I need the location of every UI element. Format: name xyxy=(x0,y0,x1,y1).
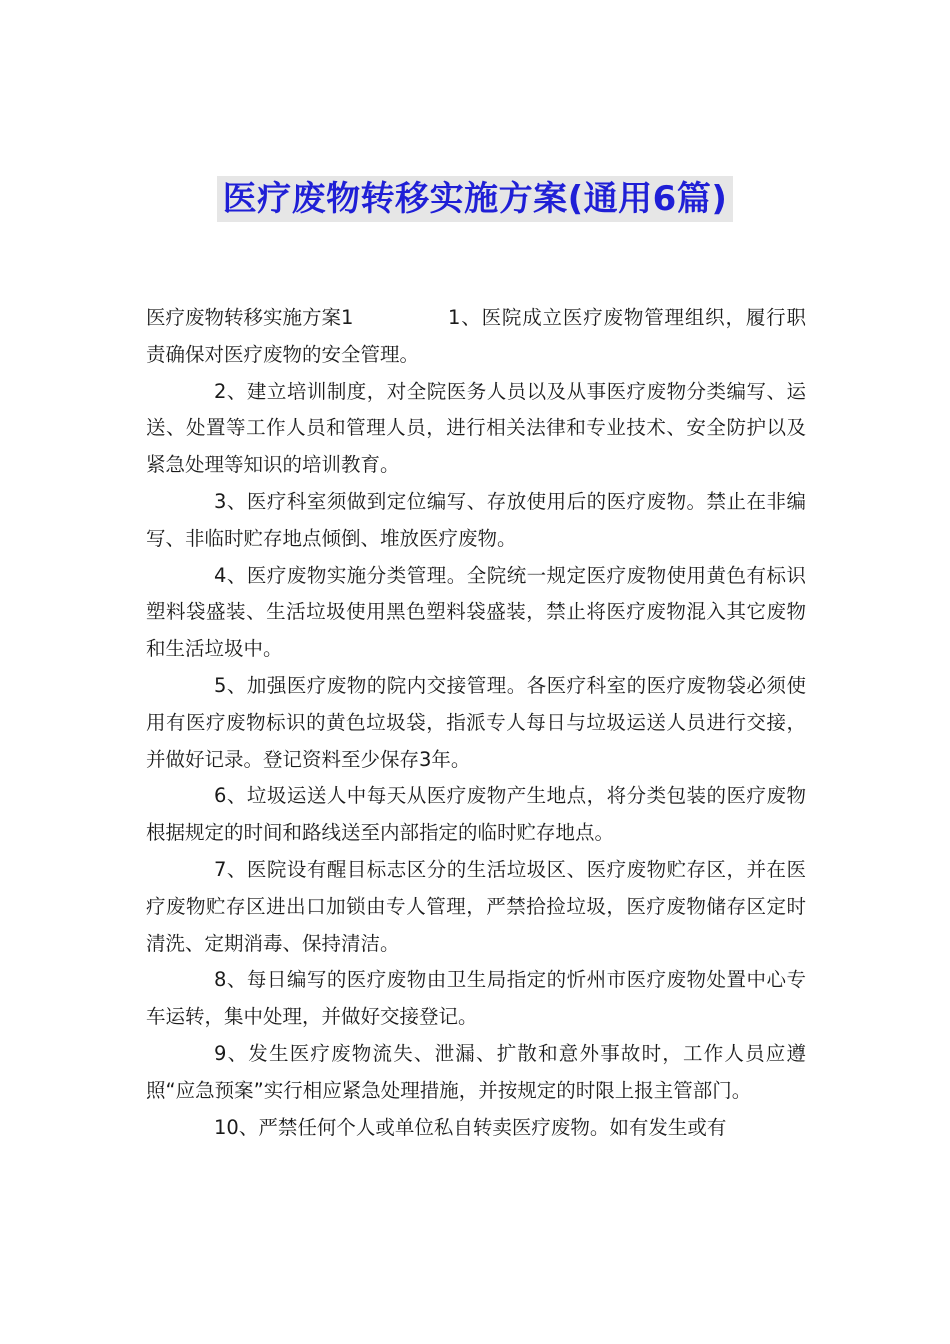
paragraph-3: 3、医疗科室须做到定位编写、存放使用后的医疗废物。禁止在非编写、非临时贮存地点倾倒、堆放医疗废物。 xyxy=(146,489,806,550)
paragraph-8: 8、每日编写的医疗废物由卫生局指定的忻州市医疗废物处置中心专车运转，集中处理，并做好交接登记。 xyxy=(146,968,806,1029)
paragraph-6: 6、垃圾运送人中每天从医疗废物产生地点，将分类包装的医疗废物根据规定的时间和路线送至内部指定的临时贮存地点。 xyxy=(146,784,806,845)
section-heading: 医疗废物转移实施方案1 xyxy=(146,306,354,329)
paragraph-7: 7、医院设有醒目标志区分的生活垃圾区、医疗废物贮存区，并在医疗废物贮存区进出口加锁由专人管理，严禁拾捡垃圾，医疗废物储存区定时清洗、定期消毒、保持清洁。 xyxy=(146,857,806,955)
paragraph-2: 2、建立培训制度，对全院医务人员以及从事医疗废物分类编写、运送、处置等工作人员和管理人员，进行相关法律和专业技术、安全防护以及紧急处理等知识的培训教育。 xyxy=(146,379,806,477)
paragraph-1 xyxy=(146,300,806,374)
document-body xyxy=(146,300,806,1146)
page-title: 医疗废物转移实施方案(通用6篇) xyxy=(217,176,734,222)
paragraph-1-text: 1、医院成立医疗废物管理组织，履行职责确保对医疗废物的安全管理。 xyxy=(146,306,806,366)
paragraph-9: 9、发生医疗废物流失、泄漏、扩散和意外事故时，工作人员应遵照“应急预案”实行相应紧急处理措施，并按规定的时限上报主管部门。 xyxy=(146,1041,806,1102)
paragraph-5: 5、加强医疗废物的院内交接管理。各医疗科室的医疗废物袋必须使用有医疗废物标识的黄色垃圾袋，指派专人每日与垃圾运送人员进行交接，并做好记录。登记资料至少保存3年。 xyxy=(146,673,806,771)
page-title-wrap xyxy=(0,176,950,222)
paragraph-10: 10、严禁任何个人或单位私自转卖医疗废物。如有发生或有 xyxy=(214,1115,727,1139)
paragraph-4: 4、医疗废物实施分类管理。全院统一规定医疗废物使用黄色有标识塑料袋盛装、生活垃圾使用黑色塑料袋盛装，禁止将医疗废物混入其它废物和生活垃圾中。 xyxy=(146,563,806,661)
